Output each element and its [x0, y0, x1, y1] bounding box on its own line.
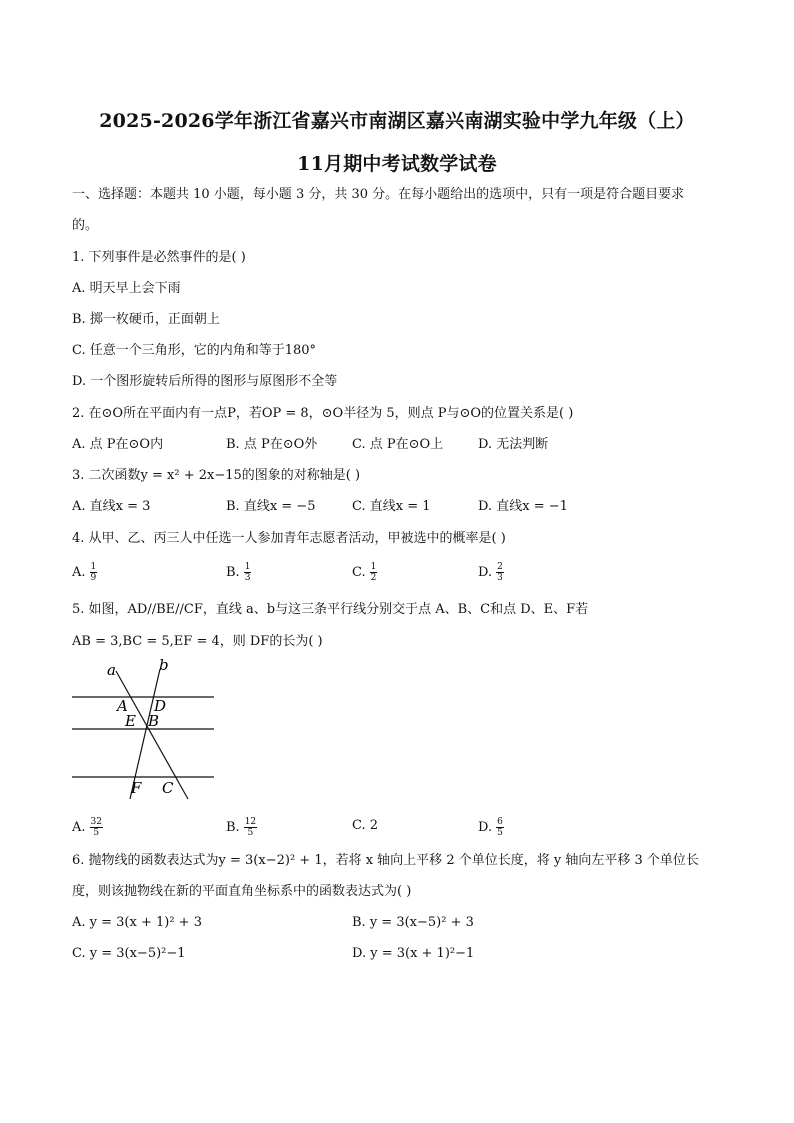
fraction: $\frac{12}{5}$ [244, 817, 257, 838]
question-5-stem: 5. 如图，AD//BE//CF，直线 a、b与这三条平行线分别交于点 A、B、C和点 D、E、F若 [72, 602, 589, 617]
question-6-option-a: A. y = 3(x + 1)² + 3 [72, 915, 202, 930]
question-3-option-a: A. 直线x = 3 [72, 499, 151, 514]
question-3-option-d: D. 直线x = −1 [478, 499, 568, 514]
question-2-option-b: B. 点 P在⊙O外 [226, 437, 318, 452]
label-C: C [162, 779, 174, 797]
fraction: $\frac{2}{3}$ [497, 562, 503, 583]
question-5-stem-cont: AB = 3,BC = 5,EF = 4，则 DF的长为( ) [72, 634, 323, 649]
label-F: F [131, 779, 142, 797]
question-1-option-b: B. 掷一枚硬币，正面朝上 [72, 312, 220, 327]
question-4-option-b: B. $\frac{1}{3}$ [226, 562, 251, 583]
question-3-option-c: C. 直线x = 1 [352, 499, 431, 514]
fraction: $\frac{1}{2}$ [370, 562, 377, 583]
exam-title-line1: 2025-2026学年浙江省嘉兴市南湖区嘉兴南湖实验中学九年级（上） [99, 110, 695, 132]
fraction: $\frac{1}{3}$ [244, 562, 251, 583]
question-2-option-d: D. 无法判断 [478, 437, 549, 452]
question-5-option-a: A. $\frac{32}{5}$ [72, 817, 102, 838]
line-a [116, 671, 188, 799]
question-2-option-a: A. 点 P在⊙O内 [72, 437, 164, 452]
question-1-option-d: D. 一个图形旋转后所得的图形与原图形不全等 [72, 374, 338, 389]
question-3-option-b: B. 直线x = −5 [226, 499, 316, 514]
question-4-option-c: C. $\frac{1}{2}$ [352, 562, 377, 583]
parallel-lines-figure [70, 655, 220, 805]
question-6-stem-cont: 度，则该抛物线在新的平面直角坐标系中的函数表达式为( ) [72, 884, 412, 899]
question-6-stem: 6. 抛物线的函数表达式为y = 3(x−2)² + 1，若将 x 轴向上平移 2 个单位长度，将 y 轴向左平移 3 个单位长 [72, 853, 699, 868]
label-E: E [125, 712, 136, 730]
exam-title-line2: 11月期中考试数学试卷 [297, 153, 497, 175]
question-5-option-c: C. 2 [352, 818, 379, 833]
question-1-stem: 1. 下列事件是必然事件的是( ) [72, 250, 246, 265]
label-B: B [148, 712, 160, 730]
question-2-stem: 2. 在⊙O所在平面内有一点P，若OP = 8，⊙O半径为 5，则点 P与⊙O的位置关系是( ) [72, 406, 574, 421]
question-2-option-c: C. 点 P在⊙O上 [352, 437, 444, 452]
question-4-option-a: A. $\frac{1}{9}$ [72, 562, 97, 583]
label-a: a [107, 661, 116, 679]
question-6-option-c: C. y = 3(x−5)²−1 [72, 946, 186, 961]
question-6-option-b: B. y = 3(x−5)² + 3 [352, 915, 474, 930]
question-1-option-a: A. 明天早上会下雨 [72, 281, 181, 296]
section-intro: 一、选择题：本题共 10 小题，每小题 3 分，共 30 分。在每小题给出的选项中，只有一项是符合题目要求 [72, 187, 685, 202]
question-3-stem: 3. 二次函数y = x² + 2x−15的图象的对称轴是( ) [72, 468, 361, 483]
question-4-option-d: D. $\frac{2}{3}$ [478, 562, 503, 583]
fraction: $\frac{32}{5}$ [90, 817, 102, 838]
label-A: A [117, 697, 128, 715]
question-5-option-b: B. $\frac{12}{5}$ [226, 817, 257, 838]
question-4-stem: 4. 从甲、乙、丙三人中任选一人参加青年志愿者活动，甲被选中的概率是( ) [72, 531, 506, 546]
label-b: b [159, 656, 169, 674]
label-D: D [154, 697, 167, 715]
section-intro-cont: 的。 [72, 218, 99, 233]
fraction: $\frac{6}{5}$ [497, 817, 503, 838]
question-1-option-c: C. 任意一个三角形，它的内角和等于180° [72, 343, 317, 358]
question-6-option-d: D. y = 3(x + 1)²−1 [352, 946, 475, 961]
question-5-option-d: D. $\frac{6}{5}$ [478, 817, 503, 838]
fraction: $\frac{1}{9}$ [90, 562, 97, 583]
